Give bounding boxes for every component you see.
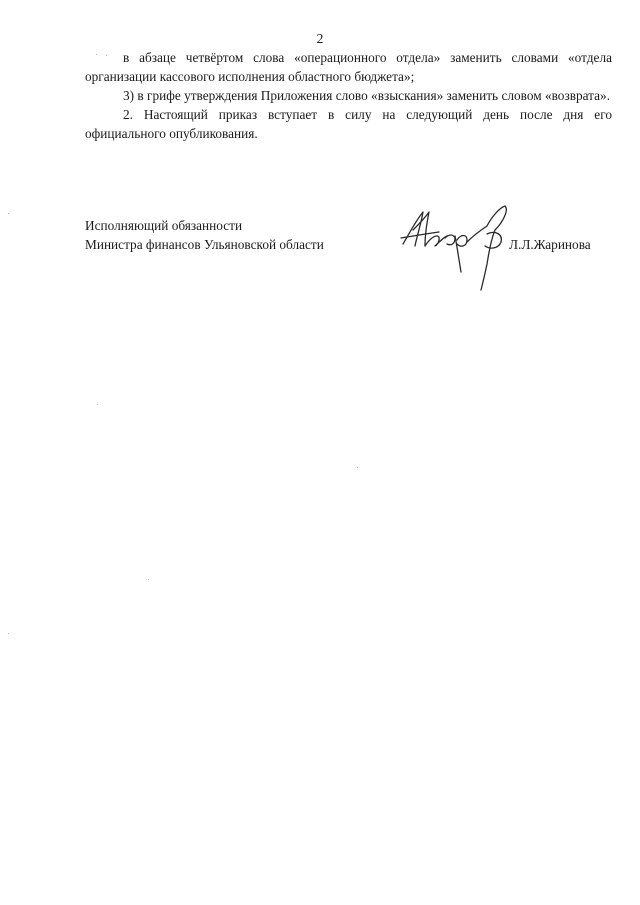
position-line-2: Министра финансов Ульяновской области bbox=[85, 237, 324, 252]
signatory-name: Л.Л.Жаринова bbox=[509, 237, 591, 252]
page-number: 2 bbox=[316, 31, 324, 46]
scan-speck bbox=[8, 633, 9, 634]
position-line-1: Исполняющий обязанности bbox=[85, 218, 243, 233]
scan-speck bbox=[148, 579, 149, 580]
document-body bbox=[85, 48, 612, 143]
scan-speck bbox=[357, 467, 358, 468]
scan-speck bbox=[96, 54, 97, 55]
scan-speck bbox=[106, 55, 107, 56]
scan-speck bbox=[97, 404, 98, 405]
paragraph-amend-abzac: в абзаце четвёртом слова «операционного отдела» заменить словами «отдела организации кассового исполнения областного бюджета»; bbox=[85, 50, 612, 84]
paragraph-effective-date: 2. Настоящий приказ вступает в силу на следующий день после дня его официального опубликования. bbox=[85, 107, 612, 141]
paragraph-amend-grif: 3) в грифе утверждения Приложения слово «взыскания» заменить словом «возврата». bbox=[123, 88, 611, 103]
scan-speck bbox=[8, 213, 9, 214]
signature-block bbox=[85, 216, 615, 306]
handwritten-signature bbox=[395, 200, 520, 300]
